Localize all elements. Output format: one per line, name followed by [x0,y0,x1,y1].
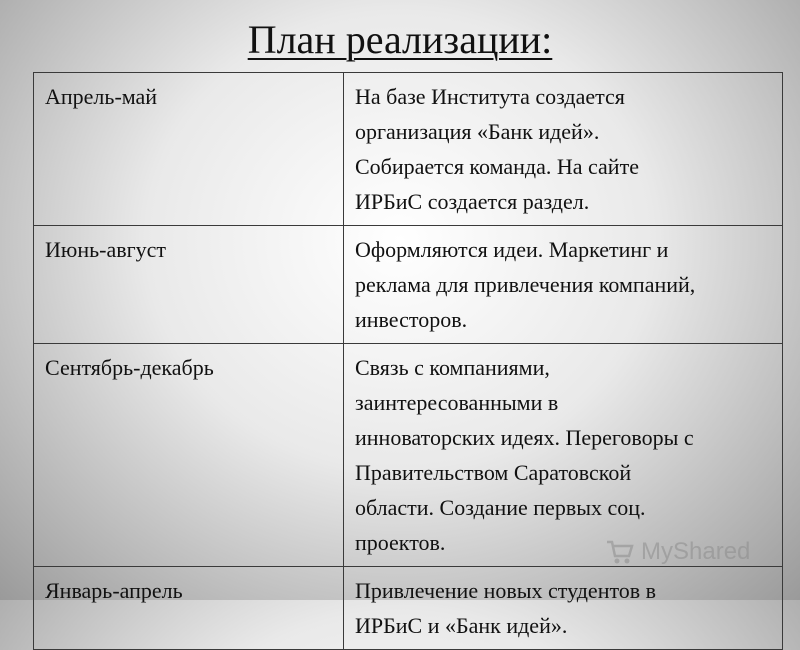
cart-icon [605,538,635,566]
description-line: ИРБиС и «Банк идей». [355,613,568,638]
description-line: На базе Института создается [355,84,625,109]
description-cell [344,567,783,650]
period-cell: Сентябрь-декабрь [34,344,344,567]
description-line: Правительством Саратовской [355,460,632,485]
description-line: ИРБиС создается раздел. [355,189,590,214]
watermark-text: MyShared [641,538,751,565]
description-line: инноваторских идеях. Переговоры с [355,425,694,450]
description-line: реклама для привлечения компаний, [355,272,696,297]
description-line: Связь с компаниями, [355,355,550,380]
description-line: Оформляются идеи. Маркетинг и [355,237,669,262]
description-line: инвесторов. [355,307,468,332]
description-line: проектов. [355,530,446,555]
description-line: организация «Банк идей». [355,119,600,144]
description-cell [344,226,783,344]
watermark [605,538,750,566]
description-cell [344,73,783,226]
slide-title [0,14,800,66]
description-line: заинтересованными в [355,390,559,415]
description-line: области. Создание первых соц. [355,495,646,520]
table-row [34,344,783,567]
table-row [34,226,783,344]
period-cell: Апрель-май [34,73,344,226]
table-row [34,73,783,226]
period-cell: Январь-апрель [34,567,344,650]
description-line: Собирается команда. На сайте [355,154,639,179]
period-cell: Июнь-август [34,226,344,344]
description-cell [344,344,783,567]
description-line: Привлечение новых студентов в [355,578,657,603]
slide-title-text: План реализации: [247,17,553,62]
table-row [34,567,783,650]
